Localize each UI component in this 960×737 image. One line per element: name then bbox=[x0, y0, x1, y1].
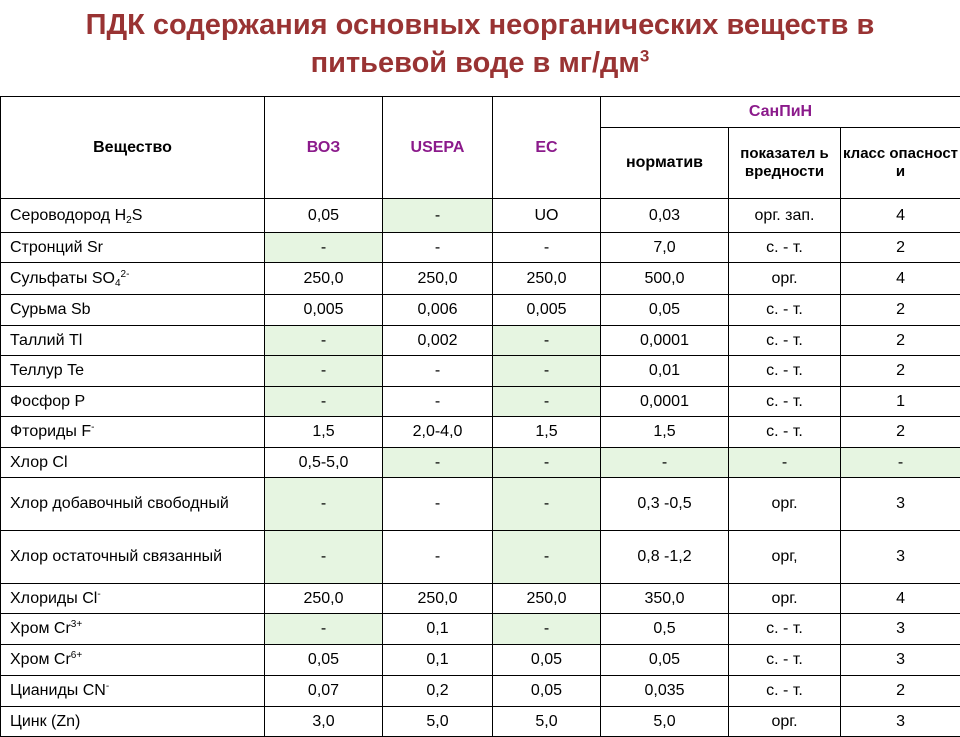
cell-cls: 2 bbox=[841, 326, 960, 356]
cell-ec: - bbox=[493, 614, 601, 645]
cell-usepa: - bbox=[383, 356, 493, 387]
substance-subscript: 4 bbox=[115, 278, 121, 289]
cell-usepa: - bbox=[383, 531, 493, 584]
substance-cell bbox=[1, 295, 265, 326]
substance-name: Сероводород H bbox=[10, 207, 126, 224]
cell-usepa: 250,0 bbox=[383, 263, 493, 295]
table-row bbox=[1, 584, 960, 614]
substance-name: Фосфор P bbox=[10, 393, 85, 410]
cell-who: 250,0 bbox=[265, 584, 383, 614]
substance-cell bbox=[1, 263, 265, 295]
cell-ec: 0,005 bbox=[493, 295, 601, 326]
cell-cls: - bbox=[841, 448, 960, 478]
cell-who: - bbox=[265, 478, 383, 531]
cell-usepa: - bbox=[383, 199, 493, 233]
page-title bbox=[0, 6, 960, 82]
substance-name: Хлор остаточный связанный bbox=[10, 548, 222, 565]
cell-who: 1,5 bbox=[265, 417, 383, 448]
cell-usepa: 0,1 bbox=[383, 645, 493, 676]
substance-cell bbox=[1, 448, 265, 478]
cell-norm: 350,0 bbox=[601, 584, 729, 614]
header-substance: Вещество bbox=[1, 97, 265, 199]
cell-cls: 3 bbox=[841, 645, 960, 676]
cell-norm: 0,5 bbox=[601, 614, 729, 645]
cell-who: - bbox=[265, 233, 383, 263]
cell-ec: 0,05 bbox=[493, 676, 601, 707]
substance-superscript: 2- bbox=[121, 269, 130, 280]
cell-ind: с. - т. bbox=[729, 356, 841, 387]
cell-ec: - bbox=[493, 531, 601, 584]
cell-cls: 2 bbox=[841, 676, 960, 707]
cell-norm: - bbox=[601, 448, 729, 478]
cell-ec: 250,0 bbox=[493, 263, 601, 295]
cell-usepa: 0,1 bbox=[383, 614, 493, 645]
substance-name: Сурьма Sb bbox=[10, 301, 91, 318]
cell-who: 0,07 bbox=[265, 676, 383, 707]
table-row bbox=[1, 676, 960, 707]
table-row bbox=[1, 295, 960, 326]
substance-name: Хлор Cl bbox=[10, 454, 68, 471]
table-row bbox=[1, 614, 960, 645]
cell-ec: - bbox=[493, 448, 601, 478]
standards-table bbox=[0, 96, 960, 737]
table-row bbox=[1, 707, 960, 737]
cell-ec: UO bbox=[493, 199, 601, 233]
substance-cell bbox=[1, 199, 265, 233]
cell-who: - bbox=[265, 356, 383, 387]
cell-norm: 500,0 bbox=[601, 263, 729, 295]
cell-ec: - bbox=[493, 387, 601, 417]
substance-name: Хром Cr bbox=[10, 620, 71, 637]
cell-usepa: - bbox=[383, 233, 493, 263]
table-row bbox=[1, 387, 960, 417]
cell-norm: 0,035 bbox=[601, 676, 729, 707]
header-norm: норматив bbox=[601, 128, 729, 199]
header-usepa: USEPA bbox=[383, 97, 493, 199]
table-row bbox=[1, 531, 960, 584]
cell-ec: 0,05 bbox=[493, 645, 601, 676]
substance-superscript: 6+ bbox=[71, 650, 82, 661]
cell-norm: 0,8 -1,2 bbox=[601, 531, 729, 584]
table-row bbox=[1, 233, 960, 263]
substance-cell bbox=[1, 478, 265, 531]
cell-ec: - bbox=[493, 233, 601, 263]
cell-who: 3,0 bbox=[265, 707, 383, 737]
substance-cell bbox=[1, 614, 265, 645]
cell-ind: с. - т. bbox=[729, 326, 841, 356]
cell-ind: орг. bbox=[729, 584, 841, 614]
cell-usepa: - bbox=[383, 387, 493, 417]
substance-superscript: - bbox=[97, 589, 100, 600]
substance-cell bbox=[1, 233, 265, 263]
header-hazard-class: класс опасност и bbox=[841, 128, 960, 199]
cell-ec: - bbox=[493, 356, 601, 387]
cell-who: 0,5-5,0 bbox=[265, 448, 383, 478]
cell-norm: 0,3 -0,5 bbox=[601, 478, 729, 531]
cell-norm: 0,03 bbox=[601, 199, 729, 233]
cell-norm: 5,0 bbox=[601, 707, 729, 737]
cell-ind: с. - т. bbox=[729, 387, 841, 417]
cell-ind: орг. bbox=[729, 707, 841, 737]
header-ec: ЕС bbox=[493, 97, 601, 199]
cell-ind: с. - т. bbox=[729, 233, 841, 263]
cell-norm: 0,0001 bbox=[601, 387, 729, 417]
substance-superscript: 3+ bbox=[71, 619, 82, 630]
table-row bbox=[1, 645, 960, 676]
substance-cell bbox=[1, 531, 265, 584]
cell-cls: 4 bbox=[841, 199, 960, 233]
cell-ind: с. - т. bbox=[729, 676, 841, 707]
table-row bbox=[1, 199, 960, 233]
cell-ind: с. - т. bbox=[729, 614, 841, 645]
header-indicator: показател ь вредности bbox=[729, 128, 841, 199]
substance-name: Хлориды Cl bbox=[10, 590, 97, 607]
cell-cls: 2 bbox=[841, 233, 960, 263]
table-row bbox=[1, 356, 960, 387]
cell-usepa: 0,006 bbox=[383, 295, 493, 326]
title-line-2-text: питьевой воде в мг/дм bbox=[311, 47, 640, 79]
header-sanpin: СанПиН bbox=[601, 97, 960, 128]
cell-cls: 2 bbox=[841, 356, 960, 387]
cell-norm: 0,0001 bbox=[601, 326, 729, 356]
substance-name: Фториды F bbox=[10, 423, 91, 440]
substance-cell bbox=[1, 707, 265, 737]
title-superscript: 3 bbox=[640, 46, 649, 65]
cell-cls: 3 bbox=[841, 531, 960, 584]
cell-norm: 0,05 bbox=[601, 295, 729, 326]
substance-cell bbox=[1, 676, 265, 707]
header-who: ВОЗ bbox=[265, 97, 383, 199]
cell-usepa: 0,2 bbox=[383, 676, 493, 707]
substance-superscript: - bbox=[91, 422, 94, 433]
title-line-1: ПДК содержания основных неорганических веществ в bbox=[0, 6, 960, 44]
title-line-2 bbox=[0, 44, 960, 82]
cell-ind: с. - т. bbox=[729, 417, 841, 448]
table-row bbox=[1, 326, 960, 356]
cell-ind: с. - т. bbox=[729, 645, 841, 676]
cell-norm: 0,05 bbox=[601, 645, 729, 676]
cell-ind: орг, bbox=[729, 531, 841, 584]
cell-who: 0,05 bbox=[265, 645, 383, 676]
cell-ec: - bbox=[493, 478, 601, 531]
cell-cls: 4 bbox=[841, 584, 960, 614]
cell-norm: 1,5 bbox=[601, 417, 729, 448]
substance-name: Хром Cr bbox=[10, 651, 71, 668]
cell-who: - bbox=[265, 614, 383, 645]
substance-name: Теллур Te bbox=[10, 362, 84, 379]
substance-name: Стронций Sr bbox=[10, 239, 103, 256]
cell-cls: 1 bbox=[841, 387, 960, 417]
substance-cell bbox=[1, 356, 265, 387]
substance-name: Хлор добавочный свободный bbox=[10, 495, 229, 512]
table-row bbox=[1, 448, 960, 478]
substance-cell bbox=[1, 645, 265, 676]
substance-name-tail: S bbox=[132, 207, 143, 224]
cell-who: 0,005 bbox=[265, 295, 383, 326]
cell-ind: орг. зап. bbox=[729, 199, 841, 233]
substance-cell bbox=[1, 584, 265, 614]
cell-ec: 5,0 bbox=[493, 707, 601, 737]
cell-usepa: 0,002 bbox=[383, 326, 493, 356]
cell-who: - bbox=[265, 387, 383, 417]
cell-ind: - bbox=[729, 448, 841, 478]
table-row bbox=[1, 478, 960, 531]
table-row bbox=[1, 417, 960, 448]
cell-usepa: - bbox=[383, 448, 493, 478]
cell-ec: 250,0 bbox=[493, 584, 601, 614]
cell-norm: 0,01 bbox=[601, 356, 729, 387]
cell-cls: 2 bbox=[841, 295, 960, 326]
substance-subscript: 2 bbox=[126, 215, 132, 226]
substance-cell bbox=[1, 417, 265, 448]
cell-cls: 3 bbox=[841, 707, 960, 737]
cell-who: - bbox=[265, 531, 383, 584]
cell-usepa: 2,0-4,0 bbox=[383, 417, 493, 448]
cell-cls: 3 bbox=[841, 614, 960, 645]
substance-name: Цинк (Zn) bbox=[10, 713, 80, 730]
cell-cls: 3 bbox=[841, 478, 960, 531]
table-row bbox=[1, 263, 960, 295]
cell-cls: 4 bbox=[841, 263, 960, 295]
cell-ec: 1,5 bbox=[493, 417, 601, 448]
substance-superscript: - bbox=[106, 681, 109, 692]
cell-who: 250,0 bbox=[265, 263, 383, 295]
cell-who: 0,05 bbox=[265, 199, 383, 233]
substance-cell bbox=[1, 387, 265, 417]
cell-ec: - bbox=[493, 326, 601, 356]
cell-ind: орг. bbox=[729, 263, 841, 295]
cell-usepa: 5,0 bbox=[383, 707, 493, 737]
cell-who: - bbox=[265, 326, 383, 356]
cell-cls: 2 bbox=[841, 417, 960, 448]
cell-norm: 7,0 bbox=[601, 233, 729, 263]
substance-cell bbox=[1, 326, 265, 356]
substance-name: Цианиды CN bbox=[10, 682, 106, 699]
cell-usepa: - bbox=[383, 478, 493, 531]
cell-ind: с. - т. bbox=[729, 295, 841, 326]
cell-usepa: 250,0 bbox=[383, 584, 493, 614]
substance-name: Сульфаты SO bbox=[10, 270, 115, 287]
substance-name: Таллий Tl bbox=[10, 332, 82, 349]
cell-ind: орг. bbox=[729, 478, 841, 531]
